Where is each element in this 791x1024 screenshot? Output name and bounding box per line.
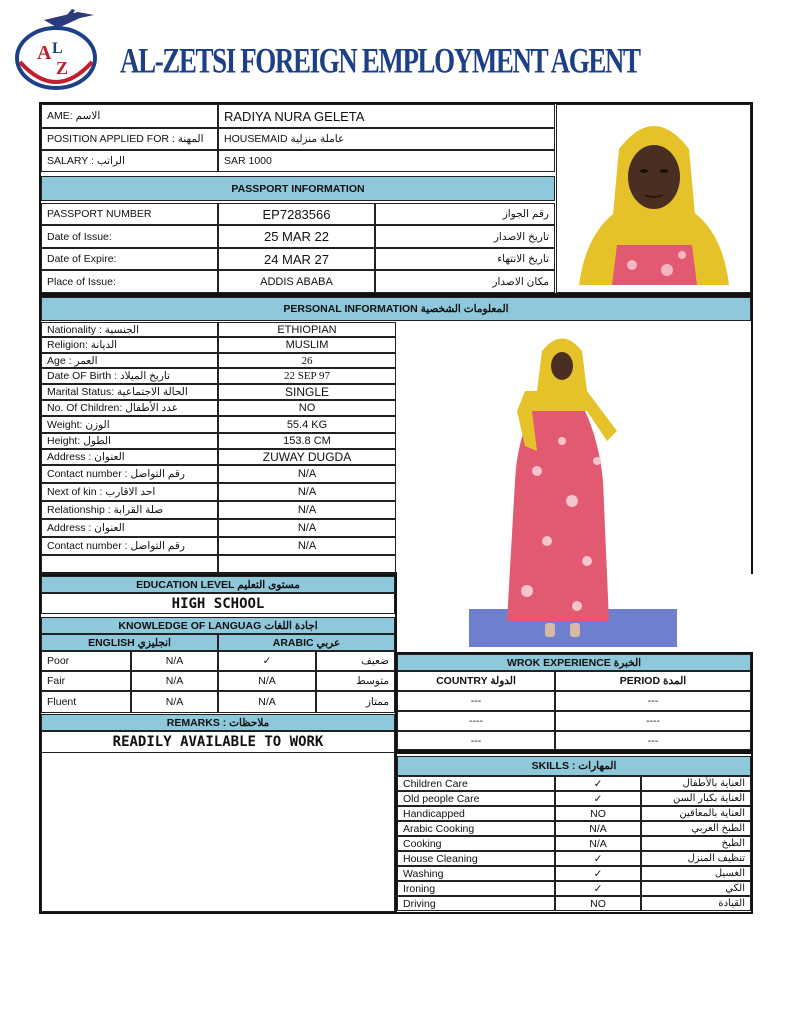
salary-label: SALARY : الراتب bbox=[41, 150, 218, 172]
skill-value: ✓ bbox=[555, 851, 641, 866]
skill-name: Arabic Cooking bbox=[397, 821, 555, 836]
skill-name: Ironing bbox=[397, 881, 555, 896]
skill-name: House Cleaning bbox=[397, 851, 555, 866]
personal-row-value: 26 bbox=[218, 353, 396, 368]
personal-row-value: N/A bbox=[218, 483, 396, 501]
english-header: ENGLISH انجليزي bbox=[41, 634, 218, 651]
passport-row-arabic: مكان الاصدار bbox=[375, 270, 555, 293]
personal-row-label: Address : العنوان bbox=[41, 449, 218, 465]
experience-country: ---- bbox=[397, 711, 555, 731]
language-english: N/A bbox=[131, 691, 218, 713]
skill-value: NO bbox=[555, 896, 641, 911]
personal-row-label: Height: الطول bbox=[41, 433, 218, 449]
language-arabic: N/A bbox=[218, 671, 316, 691]
personal-row-label: Nationality : الجنسية bbox=[41, 322, 218, 337]
skill-value: N/A bbox=[555, 821, 641, 836]
position-label: POSITION APPLIED FOR : المهنة bbox=[41, 128, 218, 150]
skill-arabic: الطبخ bbox=[641, 836, 751, 851]
skill-arabic: العناية بالأطفال bbox=[641, 776, 751, 791]
name-label: AME: الاسم bbox=[41, 104, 218, 128]
full-body-photo bbox=[397, 321, 751, 652]
skill-value: ✓ bbox=[555, 866, 641, 881]
experience-header: WROK EXPERIENCE الخبرة bbox=[397, 654, 751, 671]
personal-row-label: Weight: الوزن bbox=[41, 416, 218, 433]
personal-row-value: 55.4 KG bbox=[218, 416, 396, 433]
country-header: COUNTRY الدولة bbox=[397, 671, 555, 691]
skill-arabic: تنظيف المنزل bbox=[641, 851, 751, 866]
language-arabic: ✓ bbox=[218, 651, 316, 671]
passport-row-label: Date of Issue: bbox=[41, 225, 218, 248]
portrait-photo bbox=[556, 104, 751, 293]
skill-name: Washing bbox=[397, 866, 555, 881]
personal-row-value: SINGLE bbox=[218, 384, 396, 400]
remarks-value: READILY AVAILABLE TO WORK bbox=[41, 731, 395, 753]
language-level-arabic: ضعيف bbox=[316, 651, 395, 671]
passport-row-label: PASSPORT NUMBER bbox=[41, 203, 218, 225]
agency-logo bbox=[14, 6, 114, 90]
skill-arabic: القيادة bbox=[641, 896, 751, 911]
personal-row-value: 153.8 CM bbox=[218, 433, 396, 449]
education-header: EDUCATION LEVEL مستوى التعليم bbox=[41, 576, 395, 593]
skill-value: ✓ bbox=[555, 791, 641, 806]
personal-row-label: Age : العمر bbox=[41, 353, 218, 368]
passport-row-label: Place of Issue: bbox=[41, 270, 218, 293]
svg-text:L: L bbox=[52, 40, 63, 57]
passport-row-value: ADDIS ABABA bbox=[218, 270, 375, 293]
skill-value: ✓ bbox=[555, 881, 641, 896]
salary-value: SAR 1000 bbox=[218, 150, 555, 172]
skill-arabic: الكي bbox=[641, 881, 751, 896]
language-english: N/A bbox=[131, 651, 218, 671]
arabic-header: ARABIC عربي bbox=[218, 634, 395, 651]
language-level: Fair bbox=[41, 671, 131, 691]
agency-title: AL-ZETSI FOREIGN EMPLOYMENT AGENT bbox=[120, 40, 640, 81]
name-value: RADIYA NURA GELETA bbox=[218, 104, 555, 128]
personal-row-value: N/A bbox=[218, 465, 396, 483]
skill-arabic: الطبخ العربي bbox=[641, 821, 751, 836]
skill-name: Children Care bbox=[397, 776, 555, 791]
skills-header: SKILLS : المهارات bbox=[397, 756, 751, 776]
experience-period: ---- bbox=[555, 711, 751, 731]
education-value: HIGH SCHOOL bbox=[41, 593, 395, 614]
svg-text:Z: Z bbox=[56, 58, 69, 78]
skill-name: Cooking bbox=[397, 836, 555, 851]
language-english: N/A bbox=[131, 671, 218, 691]
language-arabic: N/A bbox=[218, 691, 316, 713]
skill-arabic: الغسيل bbox=[641, 866, 751, 881]
personal-row-value: 22 SEP 97 bbox=[218, 368, 396, 384]
period-header: PERIOD المدة bbox=[555, 671, 751, 691]
personal-row-value: N/A bbox=[218, 519, 396, 537]
passport-row-value: EP7283566 bbox=[218, 203, 375, 225]
personal-row-value: N/A bbox=[218, 537, 396, 555]
passport-row-arabic: تاريخ الاصدار bbox=[375, 225, 555, 248]
remarks-header: REMARKS : ملاحظات bbox=[41, 714, 395, 731]
passport-row-value: 24 MAR 27 bbox=[218, 248, 375, 270]
passport-row-value: 25 MAR 22 bbox=[218, 225, 375, 248]
skill-value: N/A bbox=[555, 836, 641, 851]
language-level: Fluent bbox=[41, 691, 131, 713]
personal-blank-row bbox=[41, 555, 218, 574]
svg-text:A: A bbox=[37, 42, 52, 64]
skill-value: NO bbox=[555, 806, 641, 821]
personal-row-value: N/A bbox=[218, 501, 396, 519]
personal-row-value: ZUWAY DUGDA bbox=[218, 449, 396, 465]
personal-row-label: No. Of Children: عدد الأطفال bbox=[41, 400, 218, 416]
personal-row-label: Religion: الديانة bbox=[41, 337, 218, 353]
personal-row-label: Relationship : صلة القرابة bbox=[41, 501, 218, 519]
skill-value: ✓ bbox=[555, 776, 641, 791]
position-value: HOUSEMAID عاملة منزلية bbox=[218, 128, 555, 150]
language-level-arabic: ممتاز bbox=[316, 691, 395, 713]
personal-row-label: Marital Status: الحالة الاجتماعية bbox=[41, 384, 218, 400]
passport-row-label: Date of Expire: bbox=[41, 248, 218, 270]
skill-name: Driving bbox=[397, 896, 555, 911]
personal-row-value: ETHIOPIAN bbox=[218, 322, 396, 337]
skill-name: Handicapped bbox=[397, 806, 555, 821]
experience-period: --- bbox=[555, 731, 751, 750]
skill-arabic: العناية بكبار السن bbox=[641, 791, 751, 806]
experience-country: --- bbox=[397, 731, 555, 750]
personal-blank-row bbox=[218, 555, 396, 574]
remarks-area bbox=[41, 753, 395, 912]
experience-country: --- bbox=[397, 691, 555, 711]
personal-row-label: Date OF Birth : تاريخ الميلاد bbox=[41, 368, 218, 384]
personal-row-value: MUSLIM bbox=[218, 337, 396, 353]
passport-info-header: PASSPORT INFORMATION bbox=[41, 176, 555, 201]
language-header: KNOWLEDGE OF LANGUAG اجادة اللغات bbox=[41, 617, 395, 634]
experience-period: --- bbox=[555, 691, 751, 711]
personal-row-label: Contact number : رقم التواصل bbox=[41, 465, 218, 483]
personal-info-header: PERSONAL INFORMATION المعلومات الشخصية bbox=[41, 297, 751, 321]
personal-row-label: Contact number : رقم التواصل bbox=[41, 537, 218, 555]
passport-row-arabic: رقم الجواز bbox=[375, 203, 555, 225]
passport-row-arabic: تاريخ الانتهاء bbox=[375, 248, 555, 270]
skill-arabic: العناية بالمعاقين bbox=[641, 806, 751, 821]
skill-name: Old people Care bbox=[397, 791, 555, 806]
personal-row-value: NO bbox=[218, 400, 396, 416]
language-level-arabic: متوسط bbox=[316, 671, 395, 691]
personal-row-label: Address : العنوان bbox=[41, 519, 218, 537]
personal-row-label: Next of kin : احد الاقارب bbox=[41, 483, 218, 501]
language-level: Poor bbox=[41, 651, 131, 671]
